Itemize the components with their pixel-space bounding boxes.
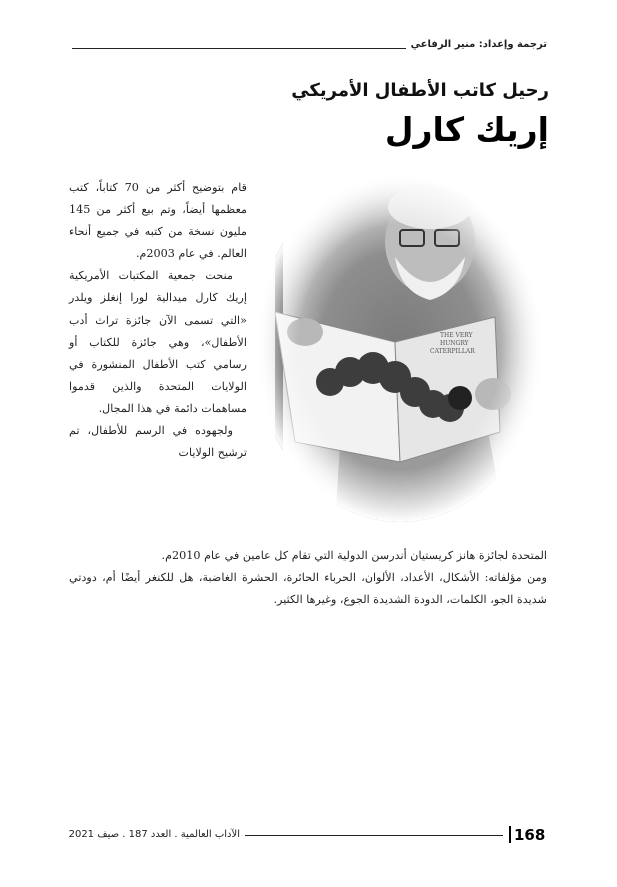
- footer-bar: [509, 826, 511, 843]
- body-column: [69, 177, 247, 464]
- page-number: 168: [514, 826, 546, 844]
- footer-divider: [245, 835, 503, 836]
- header-divider: [72, 48, 406, 49]
- author-photo: [255, 172, 545, 522]
- paragraph-3-start: ولجهوده في الرسم للأطفال، تم ترشيح الولايات: [69, 424, 247, 460]
- paragraph-1: قام بتوضيح أكثر من 70 كتاباً، كتب معظمها أيضاً، وتم بيع أكثر من 145 مليون نسخة من كتبه في جميع أنحاء العالم. في عام 2003م.: [69, 181, 247, 261]
- article-kicker: رحيل كاتب الأطفال الأمريكي: [291, 80, 549, 101]
- translator-credit: ترجمة وإعداد: منير الرفاعي: [410, 39, 547, 50]
- article-title: إريك كارل: [384, 110, 549, 149]
- journal-issue: الآداب العالمية . العدد 187 . صيف 2021: [68, 829, 240, 840]
- paragraph-2: منحت جمعية المكتبات الأمريكية إريك كارل ميدالية لورا إنغلز ويلدر «التي تسمى الآن جائزة تراث أدب الأطفال»، وهي جائزة للكتاب أو رسامي كتب الأطفال المنشورة في الولايات المتحدة والذين قدموا مساهمات دائمة في هذا المجال.: [69, 269, 247, 415]
- paragraph-4: ومن مؤلفاته: الأشكال، الأعداد، الألوان، الحرباء الحائرة، الحشرة الغاضبة، هل للكنغر أيضًا أم، دودتي شديدة الجو، الكلمات، الدودة الشديدة الجوع، وغيرها الكثير.: [69, 571, 547, 607]
- body-fullwidth: [69, 545, 547, 611]
- paragraph-3-end: المتحدة لجائزة هانز كريستيان أندرسن الدولية التي تقام كل عامين في عام 2010م.: [161, 549, 547, 562]
